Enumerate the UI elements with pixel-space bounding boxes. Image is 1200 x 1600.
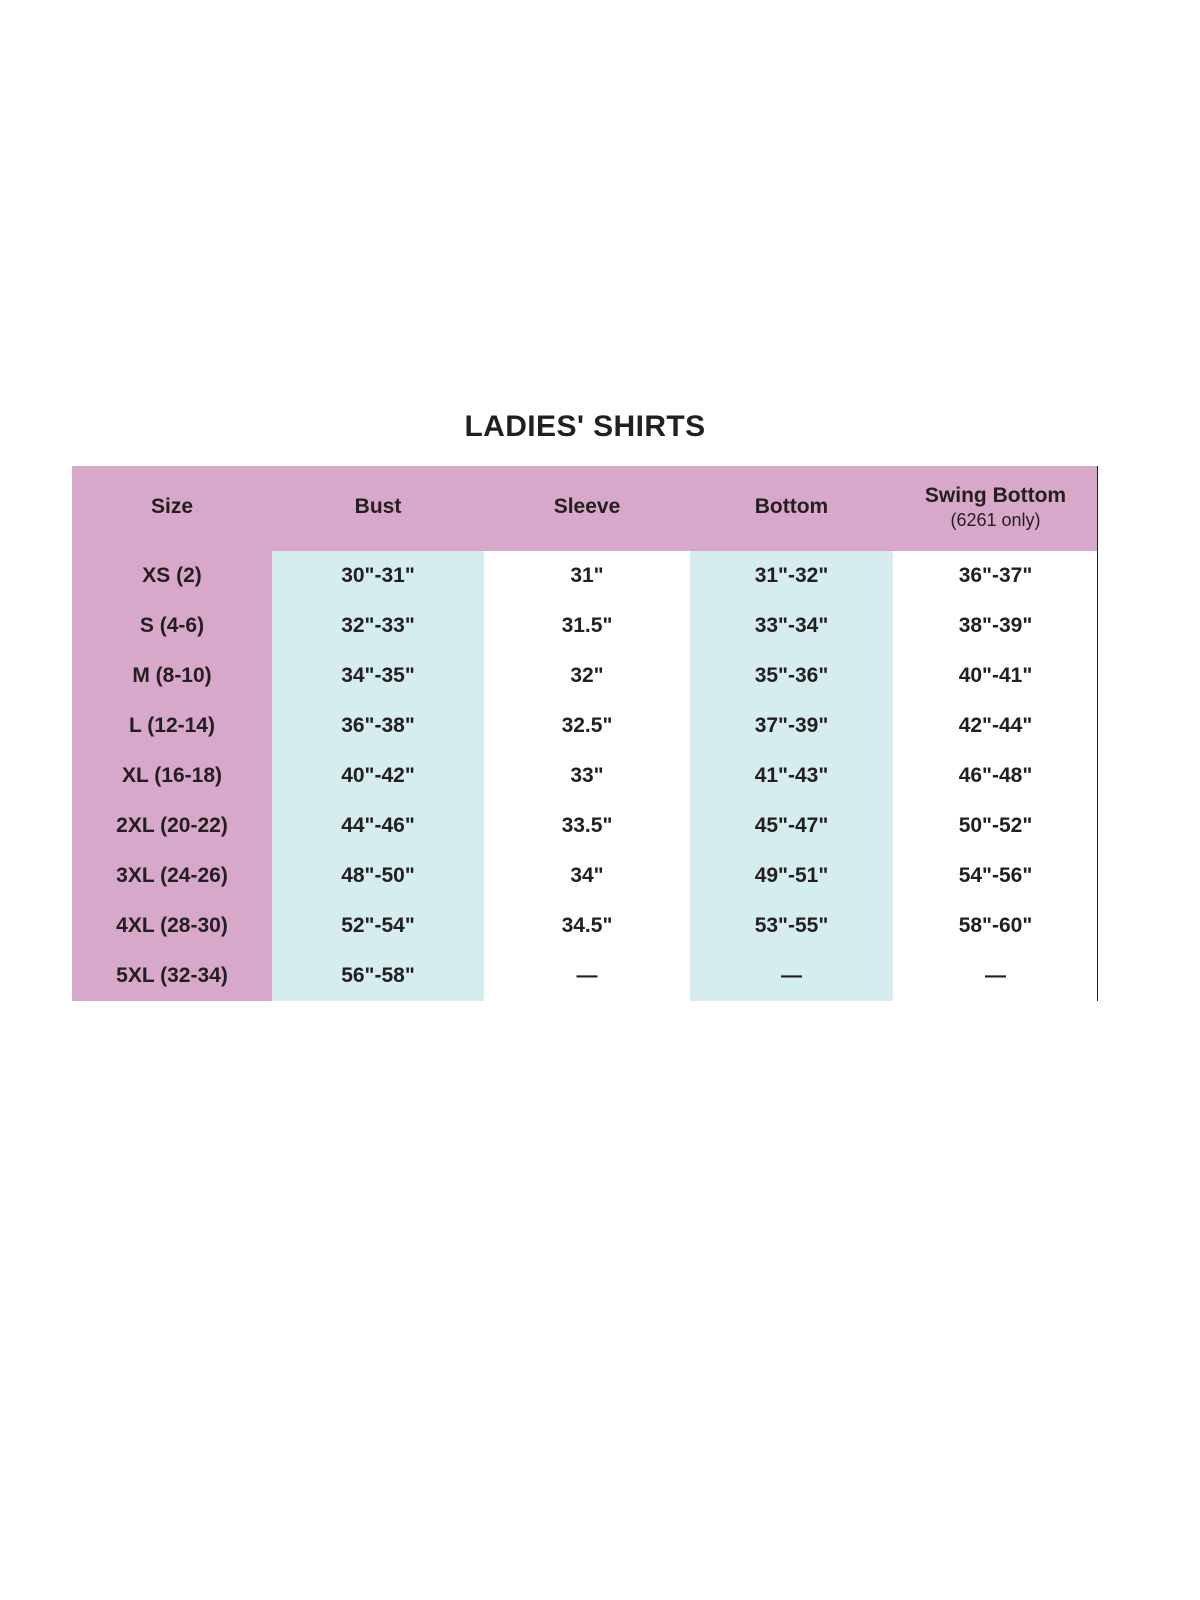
table-row [72, 701, 1098, 751]
cell-size: S (4-6) [72, 601, 272, 651]
cell-bottom: — [690, 951, 893, 1001]
cell-bust: 36"-38" [272, 701, 484, 751]
cell-bust: 30"-31" [272, 551, 484, 601]
table-header-row [72, 466, 1098, 551]
cell-bust: 34"-35" [272, 651, 484, 701]
cell-swing-bottom: 54"-56" [893, 851, 1098, 901]
cell-swing-bottom: 38"-39" [893, 601, 1098, 651]
size-chart-container [72, 410, 1098, 1001]
cell-size: M (8-10) [72, 651, 272, 701]
cell-swing-bottom: 50"-52" [893, 801, 1098, 851]
table-frame [72, 466, 1098, 1001]
page-title: LADIES' SHIRTS [464, 410, 706, 443]
table-row [72, 651, 1098, 701]
cell-sleeve: 31.5" [484, 601, 690, 651]
cell-bust: 32"-33" [272, 601, 484, 651]
cell-bottom: 37"-39" [690, 701, 893, 751]
column-header-sleeve-label: Sleeve [553, 495, 621, 519]
table-row [72, 851, 1098, 901]
cell-size: 5XL (32-34) [72, 951, 272, 1001]
table-right-rule [1097, 466, 1098, 1001]
column-header-bust-label: Bust [354, 495, 402, 519]
column-header-swing-bottom-label: Swing Bottom [924, 484, 1067, 507]
cell-sleeve: 32" [484, 651, 690, 701]
table-row [72, 951, 1098, 1001]
cell-bust: 56"-58" [272, 951, 484, 1001]
cell-size: XS (2) [72, 551, 272, 601]
cell-sleeve: 33.5" [484, 801, 690, 851]
cell-sleeve: 33" [484, 751, 690, 801]
cell-bottom: 41"-43" [690, 751, 893, 801]
cell-size: 3XL (24-26) [72, 851, 272, 901]
table-body [72, 551, 1098, 1001]
cell-swing-bottom: 46"-48" [893, 751, 1098, 801]
cell-bust: 44"-46" [272, 801, 484, 851]
cell-size: XL (16-18) [72, 751, 272, 801]
column-header-swing-bottom [893, 466, 1098, 551]
column-header-bottom [690, 466, 893, 551]
column-header-bottom-label: Bottom [754, 495, 829, 519]
cell-swing-bottom: 40"-41" [893, 651, 1098, 701]
cell-bottom: 35"-36" [690, 651, 893, 701]
cell-size: 4XL (28-30) [72, 901, 272, 951]
table-header [72, 466, 1098, 551]
table-row [72, 601, 1098, 651]
table-row [72, 751, 1098, 801]
cell-sleeve: 31" [484, 551, 690, 601]
column-header-size-label: Size [150, 495, 194, 519]
column-header-swing-bottom-note: (6261 only) [950, 510, 1041, 530]
cell-bottom: 31"-32" [690, 551, 893, 601]
table-row [72, 901, 1098, 951]
cell-bust: 48"-50" [272, 851, 484, 901]
cell-sleeve: 34.5" [484, 901, 690, 951]
cell-swing-bottom: — [893, 951, 1098, 1001]
cell-size: L (12-14) [72, 701, 272, 751]
column-header-size [72, 466, 272, 551]
table-row [72, 801, 1098, 851]
cell-bust: 52"-54" [272, 901, 484, 951]
size-chart-table [72, 466, 1098, 1001]
table-row [72, 551, 1098, 601]
cell-bottom: 53"-55" [690, 901, 893, 951]
cell-sleeve: 32.5" [484, 701, 690, 751]
cell-bust: 40"-42" [272, 751, 484, 801]
cell-sleeve: — [484, 951, 690, 1001]
cell-sleeve: 34" [484, 851, 690, 901]
cell-bottom: 45"-47" [690, 801, 893, 851]
cell-swing-bottom: 36"-37" [893, 551, 1098, 601]
cell-size: 2XL (20-22) [72, 801, 272, 851]
cell-bottom: 49"-51" [690, 851, 893, 901]
column-header-bust [272, 466, 484, 551]
column-header-sleeve [484, 466, 690, 551]
cell-bottom: 33"-34" [690, 601, 893, 651]
cell-swing-bottom: 42"-44" [893, 701, 1098, 751]
cell-swing-bottom: 58"-60" [893, 901, 1098, 951]
